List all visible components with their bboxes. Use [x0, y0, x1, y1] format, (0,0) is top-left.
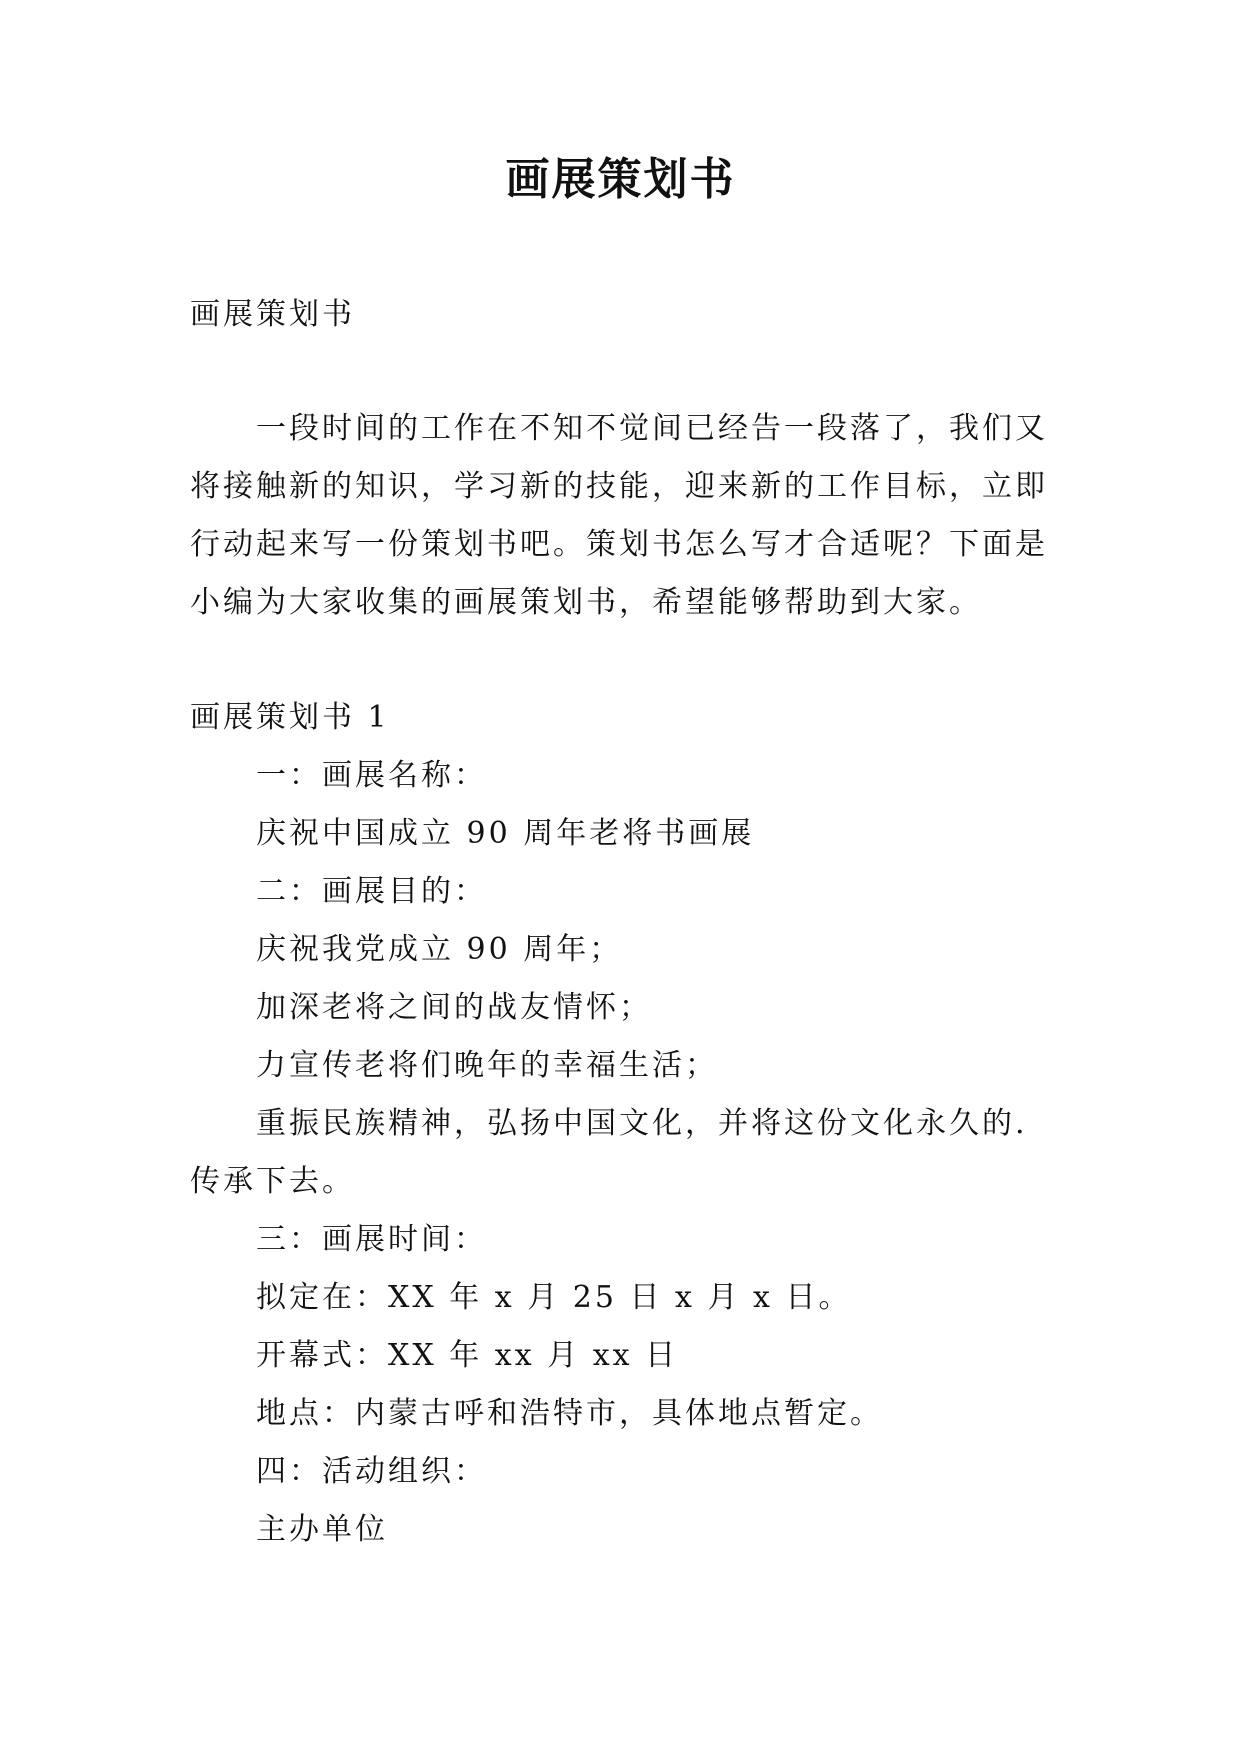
item-time-heading: 三：画展时间： [256, 1222, 487, 1257]
item-host-unit: 主办单位 [256, 1512, 388, 1547]
item-exhibition-name-heading: 一：画展名称： [256, 758, 487, 793]
item-time-planned: 拟定在：XX 年 x 月 25 日 x 月 x 日。 [256, 1280, 852, 1315]
section-heading: 画展策划书 1 [190, 700, 390, 735]
intro-paragraph: 一段时间的工作在不知不觉间已经告一段落了，我们又将接触新的知识，学习新的技能，迎来新的工作目标，立即行动起来写一份策划书吧。策划书怎么写才合适呢？下面是小编为大家收集的画展策划书，希望能够帮助到大家。 [190, 411, 1048, 620]
item-opening-ceremony: 开幕式：XX 年 xx 月 xx 日 [256, 1338, 679, 1373]
item-purpose-heading: 二：画展目的： [256, 874, 487, 909]
item-purpose-1: 庆祝我党成立 90 周年； [256, 932, 623, 967]
item-purpose-4-continued: 传承下去。 [190, 1164, 355, 1199]
item-purpose-2: 加深老将之间的战友情怀； [256, 990, 652, 1025]
document-title: 画展策划书 [505, 154, 736, 205]
item-organization-heading: 四：活动组织： [256, 1454, 487, 1489]
item-exhibition-name: 庆祝中国成立 90 周年老将书画展 [256, 816, 755, 851]
item-purpose-4: 重振民族精神，弘扬中国文化，并将这份文化永久的. [256, 1106, 1028, 1141]
document-subtitle: 画展策划书 [190, 297, 355, 332]
item-location: 地点：内蒙古呼和浩特市，具体地点暂定。 [256, 1396, 883, 1431]
item-purpose-3: 力宣传老将们晚年的幸福生活； [256, 1048, 718, 1083]
